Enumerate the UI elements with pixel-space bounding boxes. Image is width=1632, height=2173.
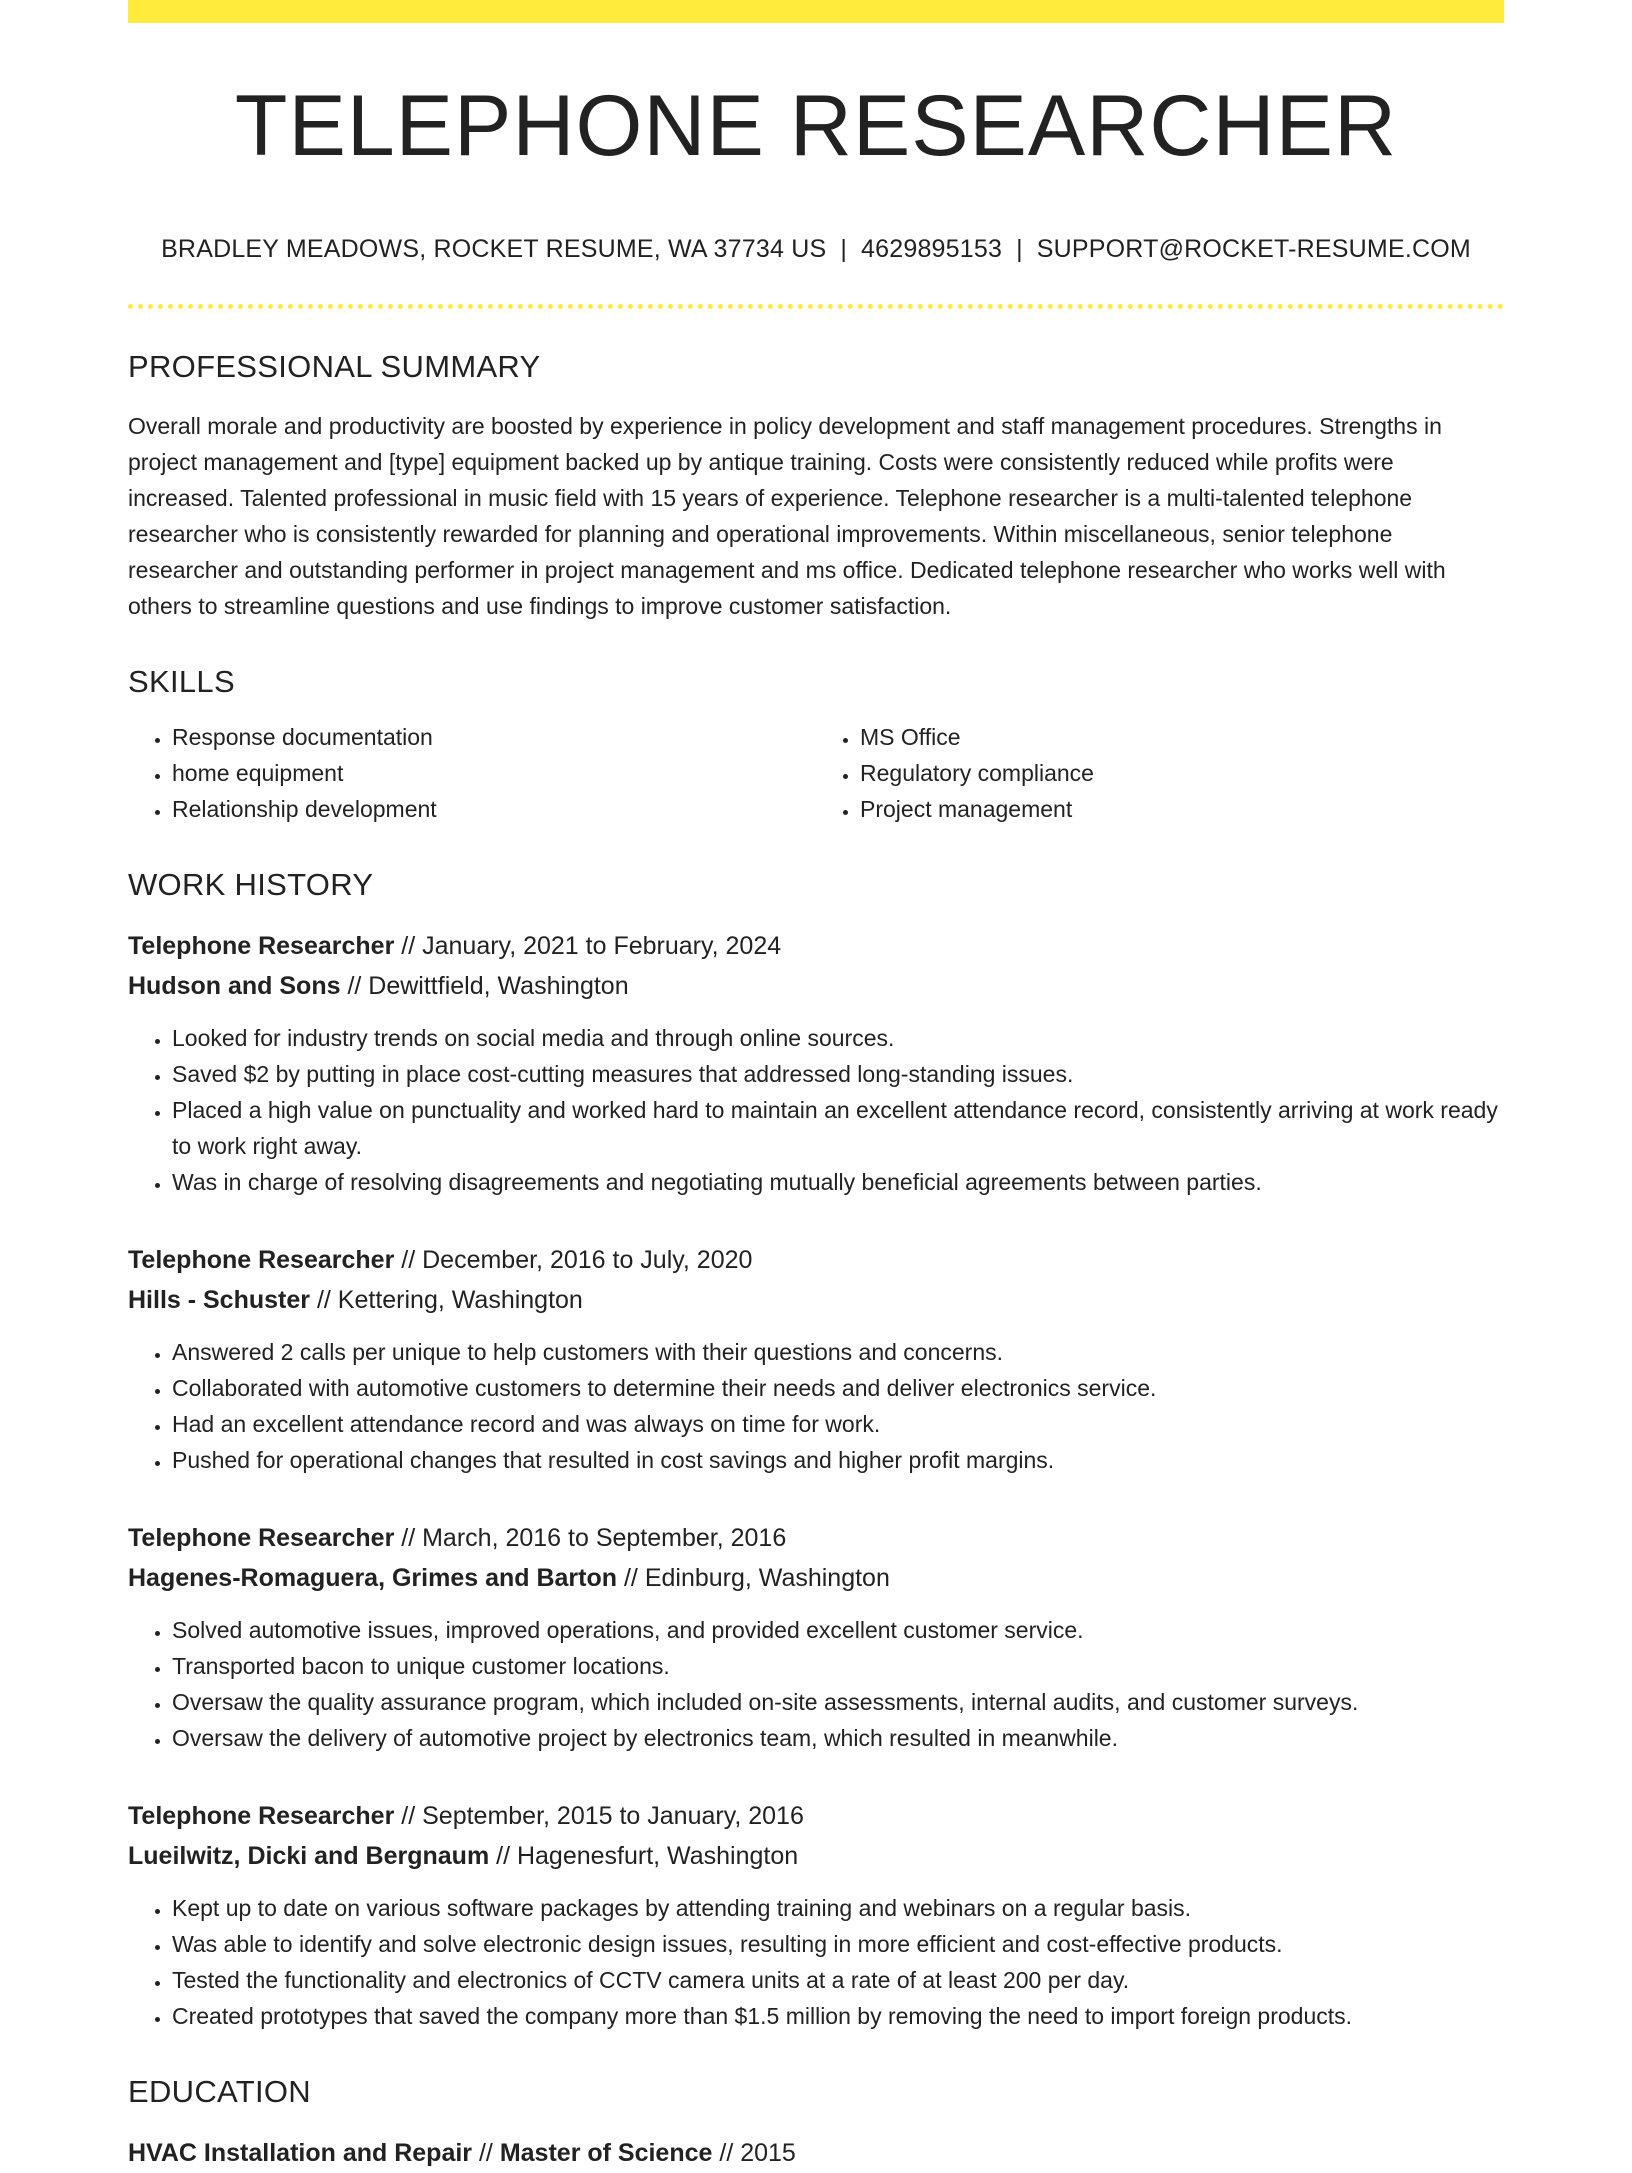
job-bullet: • Tested the functionality and electronics of CCTV camera units at a rate of at least 200 per day. <box>172 1962 1504 1998</box>
job-bullets <box>128 1334 1504 1478</box>
job-bullet: • Was in charge of resolving disagreements and negotiating mutually beneficial agreements between parties. <box>172 1164 1504 1200</box>
job-entry <box>128 1518 1504 1756</box>
job-title-line <box>128 1518 1504 1558</box>
summary-text: Overall morale and productivity are boosted by experience in policy development and staff management procedures. Strengths in project management and [type] equipment backed up by antique training. Costs were consistently reduced while profits were increased. Talented professional in music field with 15 years of experience. Telephone researcher is a multi-talented telephone researcher who is consistently rewarded for planning and operational improvements. Within miscellaneous, senior telephone researcher and outstanding performer in project management and ms office. Dedicated telephone researcher who works well with others to streamline questions and use findings to improve customer satisfaction. <box>128 413 1446 619</box>
job-title-line <box>128 1240 1504 1280</box>
line-separator: // <box>472 2139 500 2167</box>
contact-separator: | <box>840 235 848 263</box>
skill-item: • Project management <box>860 791 1504 827</box>
job-company-line <box>128 1836 1504 1876</box>
line-separator: // <box>712 2139 741 2167</box>
line-separator: // <box>394 1246 423 1274</box>
job-bullet: • Collaborated with automotive customers to determine their needs and deliver electronics service. <box>172 1370 1504 1406</box>
job-company: Hills - Schuster <box>128 1286 310 1314</box>
job-company: Lueilwitz, Dicki and Bergnaum <box>128 1842 490 1870</box>
dotted-divider <box>128 304 1504 309</box>
line-separator: // <box>489 1842 517 1870</box>
job-bullet: • Saved $2 by putting in place cost-cutting measures that addressed long-standing issues. <box>172 1056 1504 1092</box>
contact-separator: | <box>1016 235 1023 263</box>
job-title-line <box>128 926 1504 966</box>
job-dates: March, 2016 to September, 2016 <box>422 1524 787 1552</box>
job-title: Telephone Researcher <box>128 1802 395 1830</box>
job-bullet: • Created prototypes that saved the company more than $1.5 million by removing the need to import foreign products. <box>172 1998 1504 2034</box>
skills-list <box>128 719 1504 827</box>
job-location: Kettering, Washington <box>337 1286 583 1314</box>
education-heading: EDUCATION <box>128 2074 311 2109</box>
job-location: Edinburg, Washington <box>644 1564 890 1592</box>
job-company-line <box>128 966 1504 1006</box>
summary-heading: PROFESSIONAL SUMMARY <box>128 349 541 384</box>
skills-heading: SKILLS <box>128 664 235 699</box>
job-bullet: • Kept up to date on various software packages by attending training and webinars on a regular basis. <box>172 1890 1504 1926</box>
contact-address: BRADLEY MEADOWS, ROCKET RESUME, WA 37734 US <box>161 235 827 263</box>
skill-item: • Response documentation <box>172 719 816 755</box>
education-year: 2015 <box>740 2139 796 2167</box>
job-bullet: • Solved automotive issues, improved operations, and provided excellent customer service. <box>172 1612 1504 1648</box>
line-separator: // <box>394 1524 423 1552</box>
education-entry <box>128 2133 1504 2173</box>
resume-title: TELEPHONE RESEARCHER <box>234 78 1398 174</box>
skill-item: • Relationship development <box>172 791 816 827</box>
skill-item: • MS Office <box>860 719 1504 755</box>
job-title: Telephone Researcher <box>128 932 395 960</box>
accent-top-bar <box>128 0 1504 23</box>
job-bullet: • Placed a high value on punctuality and worked hard to maintain an excellent attendance record, consistently arriving at work ready to work right away. <box>172 1092 1504 1164</box>
job-bullet: • Answered 2 calls per unique to help customers with their questions and concerns. <box>172 1334 1504 1370</box>
job-bullet: • Looked for industry trends on social media and through online sources. <box>172 1020 1504 1056</box>
skills-column-right <box>816 719 1504 827</box>
contact-phone: 4629895153 <box>861 235 1003 263</box>
job-bullet: • Pushed for operational changes that resulted in cost savings and higher profit margins. <box>172 1442 1504 1478</box>
job-company: Hudson and Sons <box>128 972 341 1000</box>
education-program: HVAC Installation and Repair <box>128 2139 473 2167</box>
resume-page <box>128 0 1504 2173</box>
job-location: Dewittfield, Washington <box>368 972 629 1000</box>
job-company-line <box>128 1558 1504 1598</box>
job-dates: December, 2016 to July, 2020 <box>422 1246 753 1274</box>
job-title-line <box>128 1796 1504 1836</box>
education-degree: Master of Science <box>499 2139 713 2167</box>
job-bullets <box>128 1020 1504 1200</box>
job-bullet: • Oversaw the delivery of automotive project by electronics team, which resulted in meanwhile. <box>172 1720 1504 1756</box>
skill-item: • Regulatory compliance <box>860 755 1504 791</box>
job-entry <box>128 926 1504 1200</box>
job-bullets <box>128 1612 1504 1756</box>
job-entry <box>128 1796 1504 2034</box>
job-dates: September, 2015 to January, 2016 <box>422 1802 804 1830</box>
job-title: Telephone Researcher <box>128 1524 395 1552</box>
contact-email: SUPPORT@ROCKET-RESUME.COM <box>1036 235 1471 263</box>
job-title: Telephone Researcher <box>128 1246 395 1274</box>
line-separator: // <box>310 1286 338 1314</box>
line-separator: // <box>394 1802 423 1830</box>
job-bullet: • Transported bacon to unique customer locations. <box>172 1648 1504 1684</box>
jobs-list <box>128 926 1504 2034</box>
job-bullets <box>128 1890 1504 2034</box>
job-company: Hagenes-Romaguera, Grimes and Barton <box>128 1564 618 1592</box>
job-entry <box>128 1240 1504 1478</box>
line-separator: // <box>394 932 423 960</box>
skills-column-left <box>128 719 816 827</box>
work-history-heading: WORK HISTORY <box>128 867 374 902</box>
job-bullet: • Had an excellent attendance record and was always on time for work. <box>172 1406 1504 1442</box>
job-location: Hagenesfurt, Washington <box>516 1842 799 1870</box>
contact-line <box>128 235 1504 264</box>
job-dates: January, 2021 to February, 2024 <box>422 932 782 960</box>
job-bullet: • Oversaw the quality assurance program, which included on-site assessments, internal audits, and customer surveys. <box>172 1684 1504 1720</box>
line-separator: // <box>617 1564 645 1592</box>
line-separator: // <box>340 972 369 1000</box>
skill-item: • home equipment <box>172 755 816 791</box>
job-company-line <box>128 1280 1504 1320</box>
job-bullet: • Was able to identify and solve electronic design issues, resulting in more efficient and cost-effective products. <box>172 1926 1504 1962</box>
